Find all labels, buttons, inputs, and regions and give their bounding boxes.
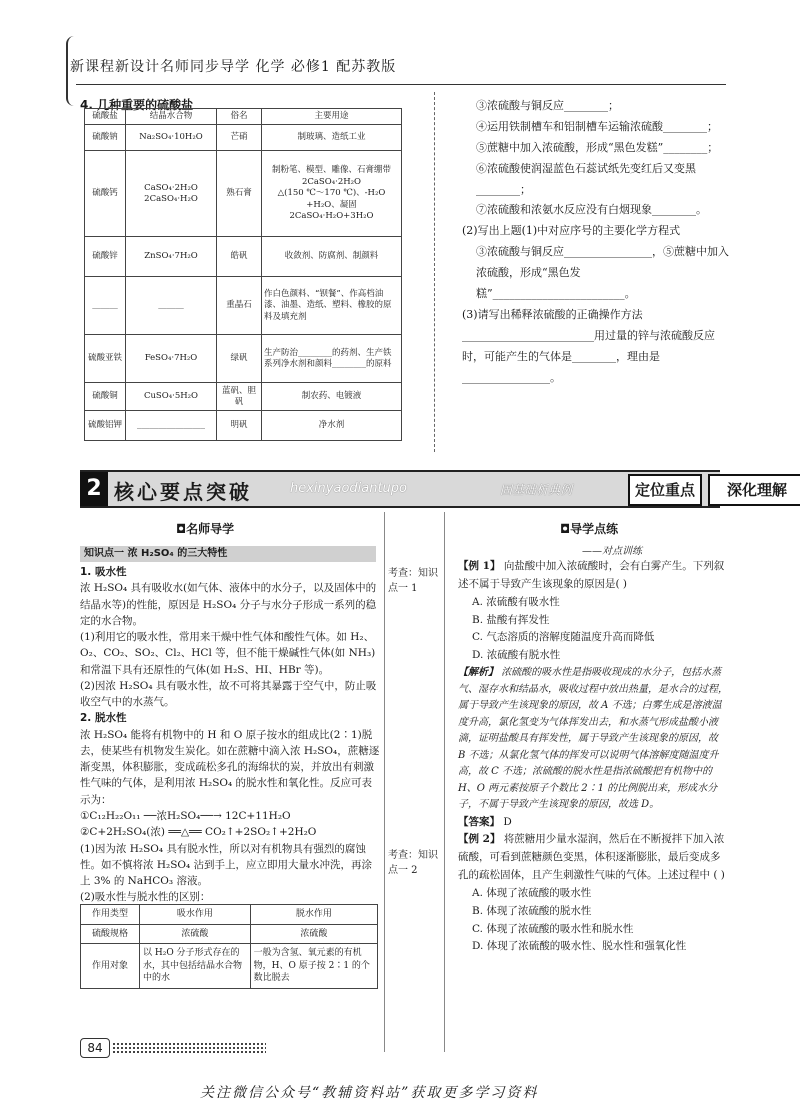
option: B. 体现了浓硫酸的脱水性 [472, 904, 592, 917]
cell: FeSO₄·7H₂O [126, 335, 217, 383]
col-header: 硫酸盐 [85, 109, 126, 125]
cell: 吸水作用 [140, 905, 251, 925]
cell: 蓝矾、胆矾 [217, 383, 262, 411]
table-row [81, 924, 378, 944]
exercise-line: ⑤蔗糖中加入浓硫酸，形成“黑色发糕”________； [476, 140, 719, 154]
cell: 硫酸规格 [81, 924, 140, 944]
col-header: 俗名 [217, 109, 262, 125]
practice-body [458, 558, 728, 956]
cell: 作用类型 [81, 905, 140, 925]
col-header: 结晶水合物 [126, 109, 217, 125]
paragraph: 浓 H₂SO₄ 能将有机物中的 H 和 O 原子按水的组成比(2∶1)脱去，使某些有机物发生炭化。如在蔗糖中滴入浓 H₂SO₄，蔗糖逐渐变黑，体积膨胀，变成疏松多孔的海绵状的炭，并放出有刺激性气味的气体，是利用浓 H₂SO₄ 的脱水性和氧化性。反应可表示为： [80, 728, 380, 806]
cell: 皓矾 [217, 237, 262, 277]
exercise-line: ③浓硫酸与铜反应________； [476, 99, 619, 112]
cell: 作白色颜料、“钡餐”、作高档油漆、油墨、造纸、塑料、橡胶的原料及填充剂 [262, 277, 402, 335]
cell: 作用对象 [81, 944, 140, 989]
option: D. 体现了浓硫酸的吸水性、脱水性和强氧化性 [472, 940, 687, 953]
side-rule [444, 512, 445, 1052]
cell: 硫酸铜 [85, 383, 126, 411]
cell: 硫酸亚铁 [85, 335, 126, 383]
tag-understand: 深化理解 [708, 474, 800, 506]
exercise-line: (2)写出上题(1)中对应序号的主要化学方程式 [462, 224, 681, 238]
table-row [81, 905, 378, 925]
salts-table [84, 108, 402, 441]
cell: 浓硫酸 [140, 924, 251, 944]
example-question: 【例 1】 向盐酸中加入浓硫酸时，会有白雾产生。下列叙述不属于导致产生该现象的原因是( ) [458, 560, 725, 590]
cell: 硫酸钙 [85, 151, 126, 237]
book-icon: ◘ [560, 522, 571, 536]
section-subtitle: 固基础析典例 [500, 483, 573, 497]
option: A. 体现了浓硫酸的吸水性 [472, 886, 592, 899]
practice-heading: ◘导学点练 [560, 522, 619, 536]
cell: 芒硝 [217, 125, 262, 151]
cell: ________________ [126, 411, 217, 441]
salts-section-title: 4. 几种重要的硫酸盐 [80, 98, 194, 112]
page-number: 84 [80, 1038, 110, 1058]
cell: 脱水作用 [250, 905, 377, 925]
side-note: 考查：知识点一 2 [388, 850, 438, 876]
cell: CaSO₄·2H₂O 2CaSO₄·H₂O [126, 151, 217, 237]
cell: ______ [85, 277, 126, 335]
cell: Na₂SO₄·10H₂O [126, 125, 217, 151]
exercise-continued [462, 96, 736, 388]
subsection-title: 2. 脱水性 [80, 712, 127, 725]
option: B. 盐酸有挥发性 [472, 613, 550, 626]
answer: 【答案】 D [458, 815, 512, 828]
subsection-title: 1. 吸水性 [80, 566, 127, 578]
paragraph: (2)吸水性与脱水性的区别： [80, 891, 211, 904]
col-header: 主要用途 [262, 109, 402, 125]
teacher-guide-body [80, 564, 380, 906]
cell: 浓硫酸 [250, 924, 377, 944]
equation: ②C+2H₂SO₄(浓) ══△══ CO₂↑+2SO₂↑+2H₂O [80, 826, 317, 839]
page-number-dots [112, 1042, 266, 1054]
side-note: 考查：知识点一 1 [388, 568, 438, 594]
table-row [85, 335, 402, 383]
cell: 制农药、电镀液 [262, 383, 402, 411]
option: C. 体现了浓硫酸的吸水性和脱水性 [472, 922, 634, 935]
exercise-line: ⑥浓硫酸使润湿蓝色石蕊试纸先变红后又变黑________； [476, 161, 696, 196]
cell: 一般为含氢、氧元素的有机物，H、O 原子按 2∶1 的个数比脱去 [250, 944, 377, 989]
paragraph: (1)利用它的吸水性，常用来干燥中性气体和酸性气体。如 H₂、O₂、CO₂、SO₂、Cl₂、HCl 等，但不能干燥碱性气体(如 NH₃)和常温下具有还原性的气体(如 H₂S、HI、HBr 等)。 [80, 631, 376, 676]
table-row [85, 237, 402, 277]
cell: 熟石膏 [217, 151, 262, 237]
exercise-line: ③浓硫酸与铜反应________________，⑤蔗糖中加入浓硫酸，形成“黑色发糕”________________________。 [476, 245, 729, 301]
cell: 净水剂 [262, 411, 402, 441]
salts-table-header [85, 109, 402, 125]
analysis: 【解析】 浓硫酸的吸水性是指吸收现成的水分子，包括水蒸气、湿存水和结晶水，吸收过程中放出热量，是水合的过程，属于导致产生该现象的原因，故 A 不选；白雾生成是溶液温度升高，氯化氢变为气体挥发出去，和水蒸气形成盐酸小液滴，证明盐酸具有挥发性，属于导致产生该现象的原因，故 B 不选；从氯化氢气体的挥发可以说明气体溶解度随温度升高，故 C 不选；浓硫酸的脱水性是指浓硫酸把有机物中的 H、O 两元素按原子个数比 2∶1 的比例脱出来，形成水分子，不属于导致产生该现象的原因，故选 D。 [458, 667, 728, 811]
cell: 硫酸铝钾 [85, 411, 126, 441]
comparison-table [80, 904, 378, 989]
section-title: 核心要点突破 [114, 480, 252, 504]
cell: 硫酸钠 [85, 125, 126, 151]
page-header: 新课程新设计名师同步导学 化学 必修1 配苏教版 [70, 59, 397, 75]
cell: 重晶石 [217, 277, 262, 335]
cell: CuSO₄·5H₂O [126, 383, 217, 411]
table-row [85, 151, 402, 237]
cell: 硫酸锌 [85, 237, 126, 277]
knowledge-point-bar: 知识点一 浓 H₂SO₄ 的三大特性 [80, 546, 376, 562]
cell: 收敛剂、防腐剂、制颜料 [262, 237, 402, 277]
tag-focus: 定位重点 [628, 474, 702, 506]
example-question: 【例 2】 将蔗糖用少量水湿润，然后在不断搅拌下加入浓硫酸，可看到蔗糖颜色变黑，体积逐渐膨胀，最后变成多孔的疏松固体，且产生刺激性气味的气体。上述过程中 ( ) [458, 833, 725, 882]
section-number: 2 [80, 472, 108, 506]
header-rule [76, 84, 726, 85]
table-row [85, 383, 402, 411]
table-row [81, 944, 378, 989]
option: D. 浓硫酸有脱水性 [472, 649, 561, 662]
exercise-line: (3)请写出稀释浓硫酸的正确操作方法________________________用过量的锌与浓硫酸反应时，可能产生的气体是________，理由是________________。 [462, 307, 715, 384]
side-rule [384, 512, 385, 1052]
cell: 以 H₂O 分子形式存在的水，其中包括结晶水合物中的水 [140, 944, 251, 989]
section-banner [80, 470, 787, 508]
paragraph: (2)因浓 H₂SO₄ 具有吸水性，故不可将其暴露于空气中，防止吸收空气中的水蒸气。 [80, 679, 377, 709]
option: C. 气态溶质的溶解度随温度升高而降低 [472, 631, 655, 644]
practice-subheading: ——对点训练 [582, 546, 642, 557]
cell: 生产防治________的药剂、生产铁系列净水剂和颜料________的原料 [262, 335, 402, 383]
cell: ______ [126, 277, 217, 335]
table-row [85, 411, 402, 441]
footer-note: 关注微信公众号“教辅资料站”获取更多学习资料 [200, 1085, 539, 1101]
exercise-line: ④运用铁制槽车和铝制槽车运输浓硫酸________； [476, 119, 718, 133]
table-row [85, 277, 402, 335]
cell: 明矾 [217, 411, 262, 441]
cell: 制粉笔、模型、雕像、石膏绷带 2CaSO₄·2H₂O △(150 ℃～170 ℃)、-H₂O +H₂O、凝固 2CaSO₄·H₂O+3H₂O [262, 151, 402, 237]
cell: 制玻璃、造纸工业 [262, 125, 402, 151]
section-pinyin: hexinyaodiantupo [290, 481, 408, 496]
book-icon: ◘ [176, 522, 187, 536]
teacher-guide-heading: ◘名师导学 [176, 522, 235, 536]
paragraph: (1)因为浓 H₂SO₄ 具有脱水性，所以对有机物具有强烈的腐蚀性。如不慎将浓 H₂SO₄ 沾到手上，应立即用大量水冲洗，再涂上 3% 的 NaHCO₃ 溶液。 [80, 842, 373, 888]
option: A. 浓硫酸有吸水性 [472, 595, 560, 608]
table-row [85, 125, 402, 151]
paragraph: 浓 H₂SO₄ 具有吸收水(如气体、液体中的水分子，以及固体中的结晶水等)的性能，原因是 H₂SO₄ 分子与水分子形成一系列的稳定的水合物。 [80, 582, 377, 627]
exercise-line: ⑦浓硫酸和浓氨水反应没有白烟现象________。 [476, 203, 707, 217]
equation: ①C₁₂H₂₂O₁₁ ──浓H₂SO₄──→ 12C+11H₂O [80, 809, 291, 822]
column-divider [434, 92, 435, 452]
cell: 绿矾 [217, 335, 262, 383]
cell: ZnSO₄·7H₂O [126, 237, 217, 277]
